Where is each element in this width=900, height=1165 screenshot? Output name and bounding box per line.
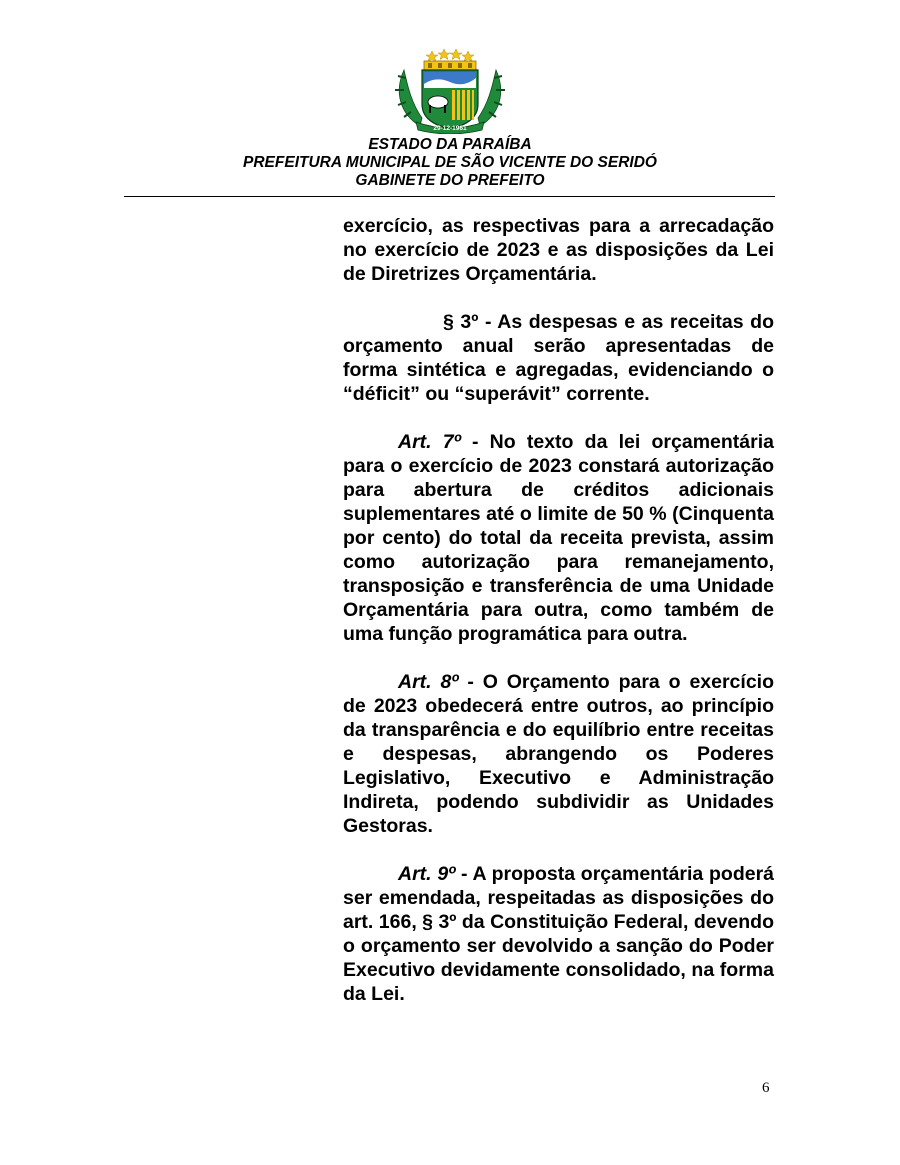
- article-9-label: Art. 9º: [398, 863, 456, 885]
- paragraph-continuation: exercício, as respectivas para a arrecadação no exercício de 2023 e as disposições da Lei de Diretrizes Orçamentária.: [343, 215, 774, 285]
- header-prefecture: PREFEITURA MUNICIPAL DE SÃO VICENTE DO SERIDÓ: [243, 154, 657, 171]
- article-7: [343, 430, 774, 646]
- paragraph-section-3: § 3º - As despesas e as receitas do orçamento anual serão apresentadas de forma sintética e agregadas, evidenciando o “déficit” ou “superávit” corrente.: [343, 311, 774, 405]
- page-number: 6: [762, 1080, 770, 1096]
- article-9-text: - A proposta orçamentária poderá ser emendada, respeitadas as disposições do art. 166, § 3º da Constituição Federal, devendo o orçamento ser devolvido a sanção do Poder Executivo devidamente consolidado, na forma da Lei.: [343, 863, 775, 1005]
- article-8: [343, 670, 774, 838]
- header-office: GABINETE DO PREFEITO: [355, 172, 545, 189]
- article-7-text: - No texto da lei orçamentária para o exercício de 2023 constará autorização para abertura de créditos adicionais suplementares até o limite de 50 % (Cinquenta por cento) do total da receita prevista, assim como autorização para remanejamento, transposição e transferência de uma Unidade Orçamentária para outra, como também de uma função programática para outra.: [343, 431, 775, 645]
- crest-motto: 29-12-1961: [433, 125, 467, 132]
- header-divider: [124, 196, 775, 197]
- article-9: [343, 862, 774, 1006]
- star-icons: [426, 49, 474, 62]
- article-8-text: - O Orçamento para o exercício de 2023 obedecerá entre outros, ao princípio da transparência e do equilíbrio entre receitas e despesas, abrangendo os Poderes Legislativo, Executivo e Administração Indireta, podendo subdividir as Unidades Gestoras.: [343, 671, 774, 837]
- header-state: ESTADO DA PARAÍBA: [368, 136, 532, 153]
- municipal-coat-of-arms: [382, 48, 518, 134]
- right-branch: [478, 70, 501, 126]
- article-8-label: Art. 8º: [398, 671, 459, 693]
- left-branch: [399, 70, 422, 126]
- article-7-label: Art. 7º: [398, 431, 461, 453]
- document-body: [343, 214, 774, 1006]
